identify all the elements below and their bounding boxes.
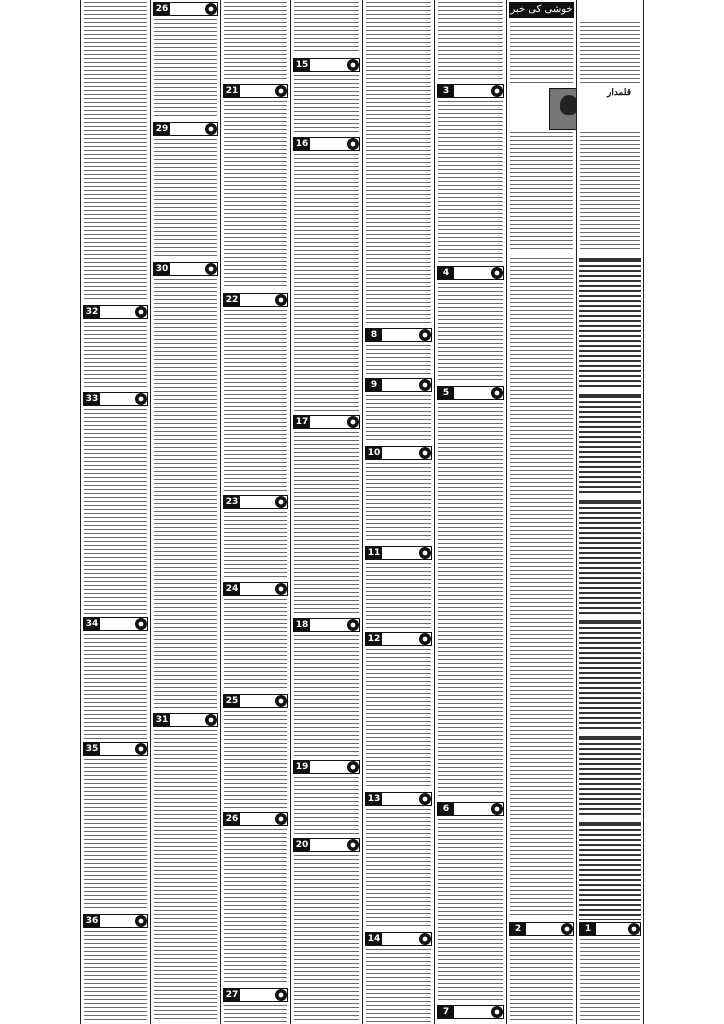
newspaper-logo-icon [628, 923, 640, 935]
newspaper-logo-icon [419, 933, 431, 945]
section-number: 22 [225, 295, 239, 305]
newspaper-logo-icon [491, 267, 503, 279]
section-number: 12 [367, 634, 381, 644]
section-header-4 [437, 266, 504, 280]
section-number: 34 [85, 619, 99, 629]
newspaper-logo-icon [135, 743, 147, 755]
article-text [510, 939, 573, 1022]
article-text [224, 2, 287, 80]
section-header-6 [437, 802, 504, 816]
newspaper-logo-icon [275, 989, 287, 1001]
article-text [294, 2, 359, 54]
section-header-10 [365, 446, 432, 460]
article-text [438, 283, 503, 383]
section-header-33 [83, 392, 148, 406]
section-number: 30 [155, 264, 169, 274]
article-text [224, 711, 287, 809]
newspaper-logo-icon [275, 583, 287, 595]
newspaper-logo-icon [419, 447, 431, 459]
section-header-31 [153, 713, 218, 727]
column-6 [434, 0, 506, 1024]
article-text [294, 777, 359, 835]
newspaper-logo-icon [347, 839, 359, 851]
section-number: 23 [225, 497, 239, 507]
newspaper-logo-icon [205, 263, 217, 275]
section-number: 5 [438, 387, 454, 399]
newspaper-logo-icon [491, 387, 503, 399]
section-number: 20 [295, 840, 309, 850]
section-header-32 [83, 305, 148, 319]
section-number: 27 [225, 990, 239, 1000]
newspaper-logo-icon [561, 923, 573, 935]
section-header-24 [223, 582, 288, 596]
newspaper-logo-icon [275, 695, 287, 707]
highlight-box [579, 394, 641, 496]
column-2 [150, 0, 220, 1024]
newspaper-logo-icon [347, 761, 359, 773]
section-number: 16 [295, 139, 309, 149]
newspaper-logo-icon [135, 618, 147, 630]
article-text [224, 599, 287, 691]
section-header-21 [223, 84, 288, 98]
article-text [294, 855, 359, 1022]
article-text [438, 819, 503, 1001]
column-7 [506, 0, 576, 1024]
newspaper-logo-icon [491, 85, 503, 97]
section-number: 17 [295, 417, 309, 427]
section-number: 3 [438, 85, 454, 97]
article-text [580, 939, 640, 1022]
column-5 [362, 0, 434, 1024]
section-number: 26 [155, 4, 169, 14]
article-text [580, 22, 640, 84]
article-text [580, 132, 640, 252]
article-text [154, 279, 217, 709]
section-number: 9 [366, 379, 382, 391]
article-text [84, 634, 147, 739]
section-number: 8 [366, 329, 382, 341]
newspaper-logo-icon [275, 813, 287, 825]
article-text [84, 931, 147, 1021]
section-number: 7 [438, 1006, 454, 1018]
article-text [510, 258, 573, 918]
newspaper-logo-icon [347, 619, 359, 631]
newspaper-logo-icon [491, 1006, 503, 1018]
section-number: 24 [225, 584, 239, 594]
newspaper-logo-icon [275, 85, 287, 97]
highlight-box [579, 258, 641, 390]
article-text [294, 154, 359, 412]
section-header-8 [365, 328, 432, 342]
article-text [366, 2, 431, 324]
section-header-13 [365, 792, 432, 806]
article-text [154, 139, 217, 259]
highlight-box [579, 620, 641, 732]
section-number: 32 [85, 307, 99, 317]
section-number: 1 [580, 923, 596, 935]
article-text [224, 101, 287, 289]
section-header-25 [223, 694, 288, 708]
section-number: 2 [510, 923, 526, 935]
newspaper-logo-icon [205, 123, 217, 135]
section-number: 36 [85, 916, 99, 926]
column-3 [220, 0, 290, 1024]
section-number: 21 [225, 86, 239, 96]
article-text [84, 409, 147, 614]
article-text [438, 2, 503, 80]
article-text [510, 22, 573, 84]
section-number: 25 [225, 696, 239, 706]
newspaper-logo-icon [347, 138, 359, 150]
columnist-photo [549, 88, 576, 130]
column-1 [80, 0, 150, 1024]
article-text [510, 132, 573, 252]
highlight-box [579, 500, 641, 617]
newspaper-logo-icon [135, 393, 147, 405]
newspaper-logo-icon [419, 547, 431, 559]
section-header-19 [293, 760, 360, 774]
section-header-27 [223, 988, 288, 1002]
article-text [366, 563, 431, 629]
article-text [294, 635, 359, 757]
section-header-34 [83, 617, 148, 631]
article-text [154, 730, 217, 1020]
article-text [294, 75, 359, 133]
section-header-26 [153, 2, 218, 16]
column-8 [576, 0, 644, 1024]
article-text [366, 345, 431, 375]
section-header-12 [365, 632, 432, 646]
highlight-box [579, 736, 641, 818]
section-number: 6 [438, 803, 454, 815]
newspaper-logo-icon [135, 306, 147, 318]
article-text [84, 322, 147, 390]
newspaper-logo-icon [275, 294, 287, 306]
section-header-14 [365, 932, 432, 946]
section-header-26b [223, 812, 288, 826]
section-header-2 [509, 922, 574, 936]
section-header-15 [293, 58, 360, 72]
section-header-30 [153, 262, 218, 276]
section-number: 26 [225, 814, 239, 824]
column-4 [290, 0, 362, 1024]
article-text [366, 949, 431, 1022]
section-number: 29 [155, 124, 169, 134]
section-number: 33 [85, 394, 99, 404]
newspaper-logo-icon [347, 59, 359, 71]
article-text [366, 809, 431, 929]
section-header-9 [365, 378, 432, 392]
section-number: 19 [295, 762, 309, 772]
section-number: 14 [367, 934, 381, 944]
section-header-16 [293, 137, 360, 151]
section-number: 10 [367, 448, 381, 458]
newspaper-logo-icon [419, 329, 431, 341]
section-number: 13 [367, 794, 381, 804]
newspaper-logo-icon [275, 496, 287, 508]
newspaper-logo-icon [419, 633, 431, 645]
section-number: 31 [155, 715, 169, 725]
section-number: 4 [438, 267, 454, 279]
section-header-29 [153, 122, 218, 136]
highlight-box [579, 822, 641, 920]
article-text [438, 403, 503, 799]
article-text [224, 512, 287, 580]
section-header-22 [223, 293, 288, 307]
section-header-3 [437, 84, 504, 98]
section-header-20 [293, 838, 360, 852]
section-number: 15 [295, 60, 309, 70]
newspaper-logo-icon [419, 793, 431, 805]
section-header-23 [223, 495, 288, 509]
article-text [84, 759, 147, 909]
article-text [438, 101, 503, 263]
section-number: 35 [85, 744, 99, 754]
newspaper-logo-icon [419, 379, 431, 391]
article-text [366, 463, 431, 543]
section-header-7 [437, 1005, 504, 1019]
section-number: 18 [295, 620, 309, 630]
newspaper-logo-icon [135, 915, 147, 927]
article-text [366, 395, 431, 443]
newspaper-logo-icon [205, 3, 217, 15]
columnist-label: قلمدار [606, 88, 632, 98]
article-text [224, 310, 287, 492]
article-text [84, 2, 147, 300]
newspaper-logo-icon [205, 714, 217, 726]
section-header-18 [293, 618, 360, 632]
article-text [224, 1005, 287, 1022]
section-header-1 [579, 922, 641, 936]
section-number: 11 [367, 548, 381, 558]
section-header-11 [365, 546, 432, 560]
article-text [366, 649, 431, 789]
section-header-5 [437, 386, 504, 400]
section-header-35 [83, 742, 148, 756]
article-text [224, 829, 287, 984]
article-text [294, 432, 359, 615]
section-header-17 [293, 415, 360, 429]
newspaper-logo-icon [491, 803, 503, 815]
article-text [154, 19, 217, 119]
newspaper-logo-icon [347, 416, 359, 428]
section-header-36 [83, 914, 148, 928]
banner-title: خوشی کی خبر [509, 2, 574, 18]
